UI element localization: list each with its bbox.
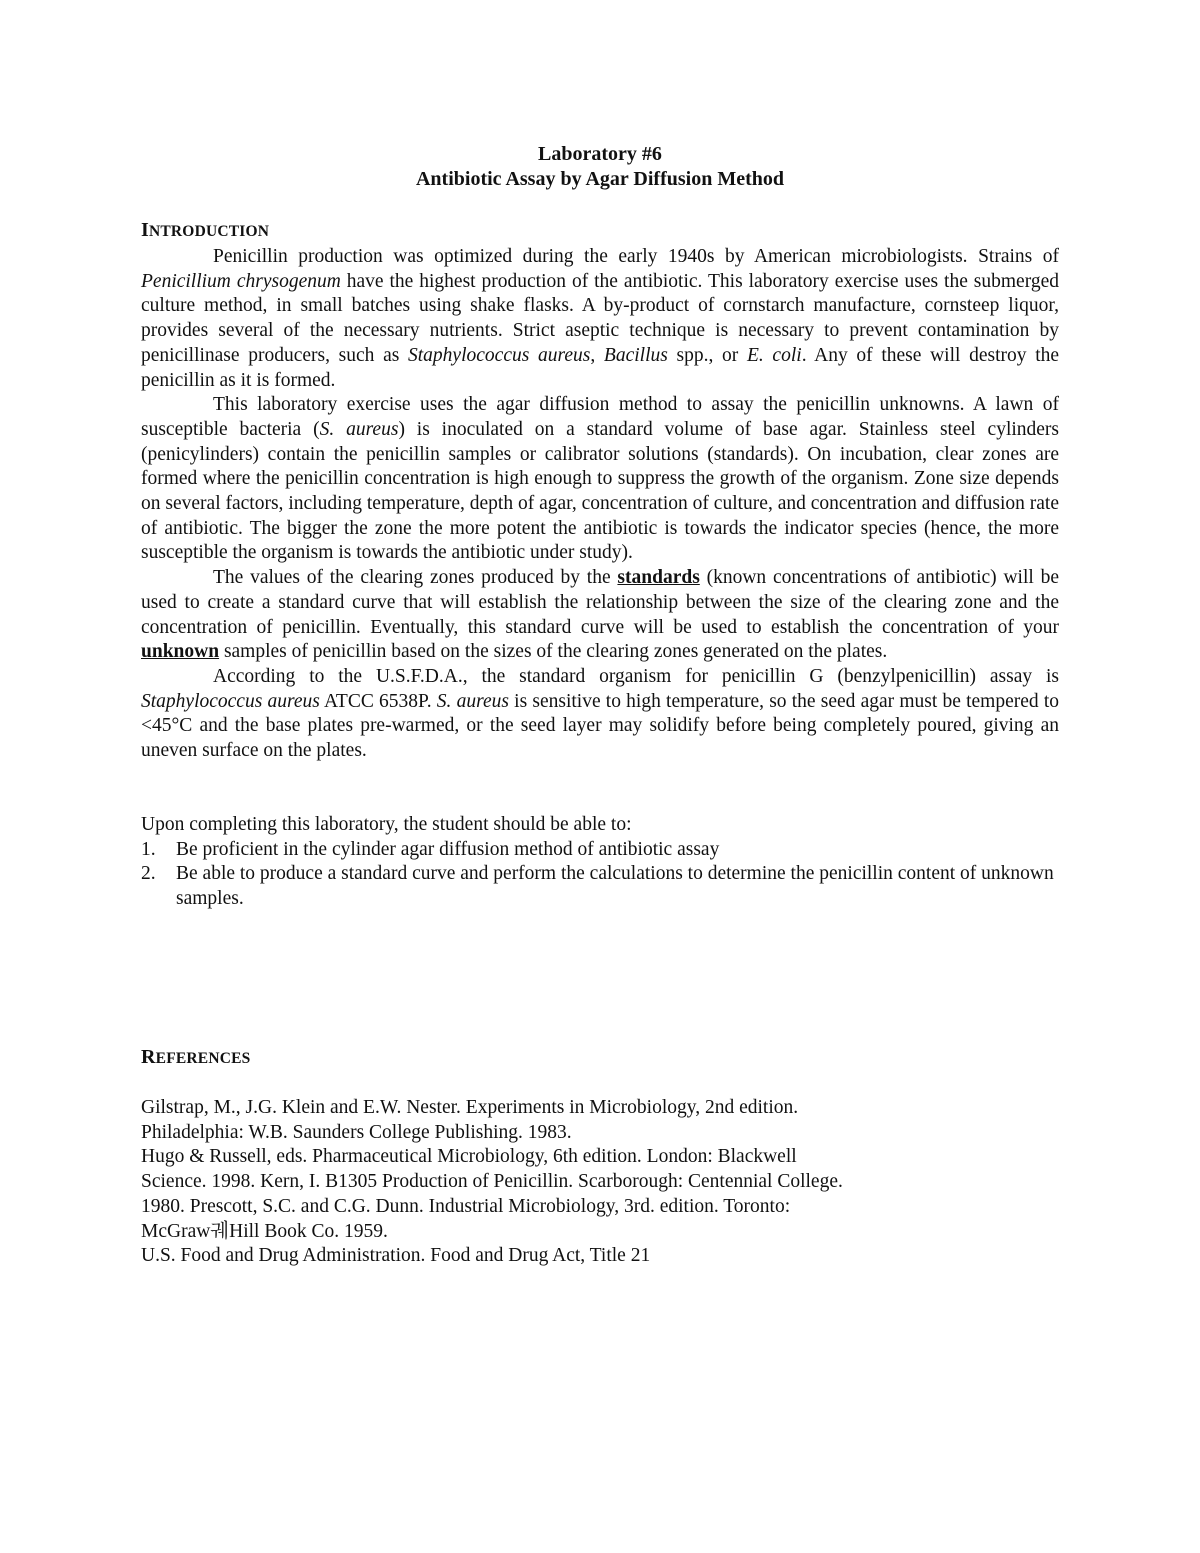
- species-name: Bacillus: [603, 344, 668, 366]
- reference-line: Gilstrap, M., J.G. Klein and E.W. Nester. Experiments in Microbiology, 2nd edition.: [141, 1097, 799, 1118]
- objective-item: [141, 862, 1059, 911]
- reference-line: Science. 1998. Kern, I. B1305 Production of Penicillin. Scarborough: Centennial College.: [141, 1171, 843, 1193]
- text-run: (known concentrations of antibiotic) will be used to create a standard curve that will establish the relationship between the size of the clearing zone and the concentration of penicillin. Eventually, this standard curve will be used to establish the concentration of your: [141, 567, 1059, 638]
- introduction-heading-rest: NTRODUCTION: [148, 223, 270, 240]
- reference-line: 1980. Prescott, S.C. and C.G. Dunn. Industrial Microbiology, 3rd. edition. Toronto:: [141, 1195, 791, 1217]
- introduction-body: [141, 245, 1059, 764]
- species-name: Penicillium chrysogenum: [141, 270, 341, 292]
- objective-number: 2.: [141, 863, 156, 885]
- text-run: According to the U.S.F.D.A., the standard organism for penicillin G (benzylpenicillin) assay is: [213, 665, 1059, 687]
- text-run: ) is inoculated on a standard volume of base agar. Stainless steel cylinders (penicylinders) contain the penicillin samples or calibrator solutions (standards). On incubation, clear zones are formed where the penicillin concentration is high enough to suppress the growth of the organism. Zone size depends on several factors, including temperature, depth of agar, concentration of culture, and concentration and diffusion rate of antibiotic. The bigger the zone the more potent the antibiotic is towards the indicator species (hence, the more susceptible the organism is towards the antibiotic under study).: [141, 418, 1060, 564]
- introduction-heading: [141, 219, 269, 242]
- reference-line: Hugo & Russell, eds. Pharmaceutical Microbiology, 6th edition. London: Blackwell: [141, 1146, 797, 1168]
- learning-objectives: [141, 813, 1059, 912]
- text-run: . Any of these will destroy the penicillin as it is formed.: [141, 344, 1060, 391]
- introduction-heading-initial: I: [141, 219, 149, 241]
- references-heading: [141, 1046, 250, 1069]
- reference-line: U.S. Food and Drug Administration. Food and Drug Act, Title 21: [141, 1245, 651, 1267]
- text-run: spp., or: [667, 344, 747, 366]
- text-run: samples of penicillin based on the sizes of the clearing zones generated on the plates.: [219, 641, 888, 663]
- text-run: This laboratory exercise uses the agar diffusion method to assay the penicillin unknowns. A lawn of susceptible bacteria (: [141, 394, 1059, 440]
- references-heading-initial: R: [141, 1046, 156, 1068]
- objectives-lead: Upon completing this laboratory, the student should be able to:: [141, 814, 632, 835]
- species-name: E. coli: [746, 344, 802, 366]
- species-name: Staphylococcus aureus: [141, 690, 320, 712]
- species-name: S. aureus: [436, 690, 509, 712]
- text-run: ,: [590, 344, 604, 366]
- references-heading-rest: EFERENCES: [155, 1050, 251, 1067]
- species-name: S. aureus: [319, 418, 399, 440]
- objective-item: [141, 838, 1059, 863]
- intro-paragraph-3: [141, 566, 1059, 665]
- references-list: [141, 1096, 1059, 1269]
- lab-title: Antibiotic Assay by Agar Diffusion Method: [415, 168, 784, 190]
- text-run: The values of the clearing zones produced by the: [213, 567, 618, 589]
- text-run: is sensitive to high temperature, so the seed agar must be tempered to <45°C and the base plates pre-warmed, or the seed layer may solidify before being completely poured, giving an uneven surface on the plates.: [141, 690, 1060, 762]
- lab-number-title: Laboratory #6: [538, 143, 662, 165]
- emphasis-unknown: unknown: [141, 641, 220, 663]
- objectives-list: [141, 838, 1059, 912]
- objective-number: 1.: [141, 838, 156, 860]
- objective-text: Be proficient in the cylinder agar diffusion method of antibiotic assay: [176, 838, 720, 860]
- intro-paragraph-1: [141, 245, 1059, 393]
- objective-text: Be able to produce a standard curve and perform the calculations to determine the penicillin content of unknown samples.: [176, 863, 1054, 910]
- emphasis-standards: standards: [617, 567, 700, 589]
- intro-paragraph-2: [141, 393, 1059, 566]
- text-run: Penicillin production was optimized during the early 1940s by American microbiologists. Strains of: [213, 246, 1059, 267]
- text-run: have the highest production of the antibiotic. This laboratory exercise uses the submerged culture method, in small batches using shake flasks. A by-product of cornstarch manufacture, cornsteep liquor, provides several of the necessary nutrients. Strict aseptic technique is necessary to prevent contamination by penicillinase producers, such as: [141, 270, 1059, 366]
- species-name: Staphylococcus aureus: [408, 344, 591, 366]
- reference-line: Philadelphia: W.B. Saunders College Publishing. 1983.: [141, 1121, 572, 1143]
- text-run: ATCC 6538P.: [319, 690, 437, 712]
- intro-paragraph-4: [141, 665, 1059, 764]
- reference-line: McGraw궤Hill Book Co. 1959.: [141, 1220, 388, 1242]
